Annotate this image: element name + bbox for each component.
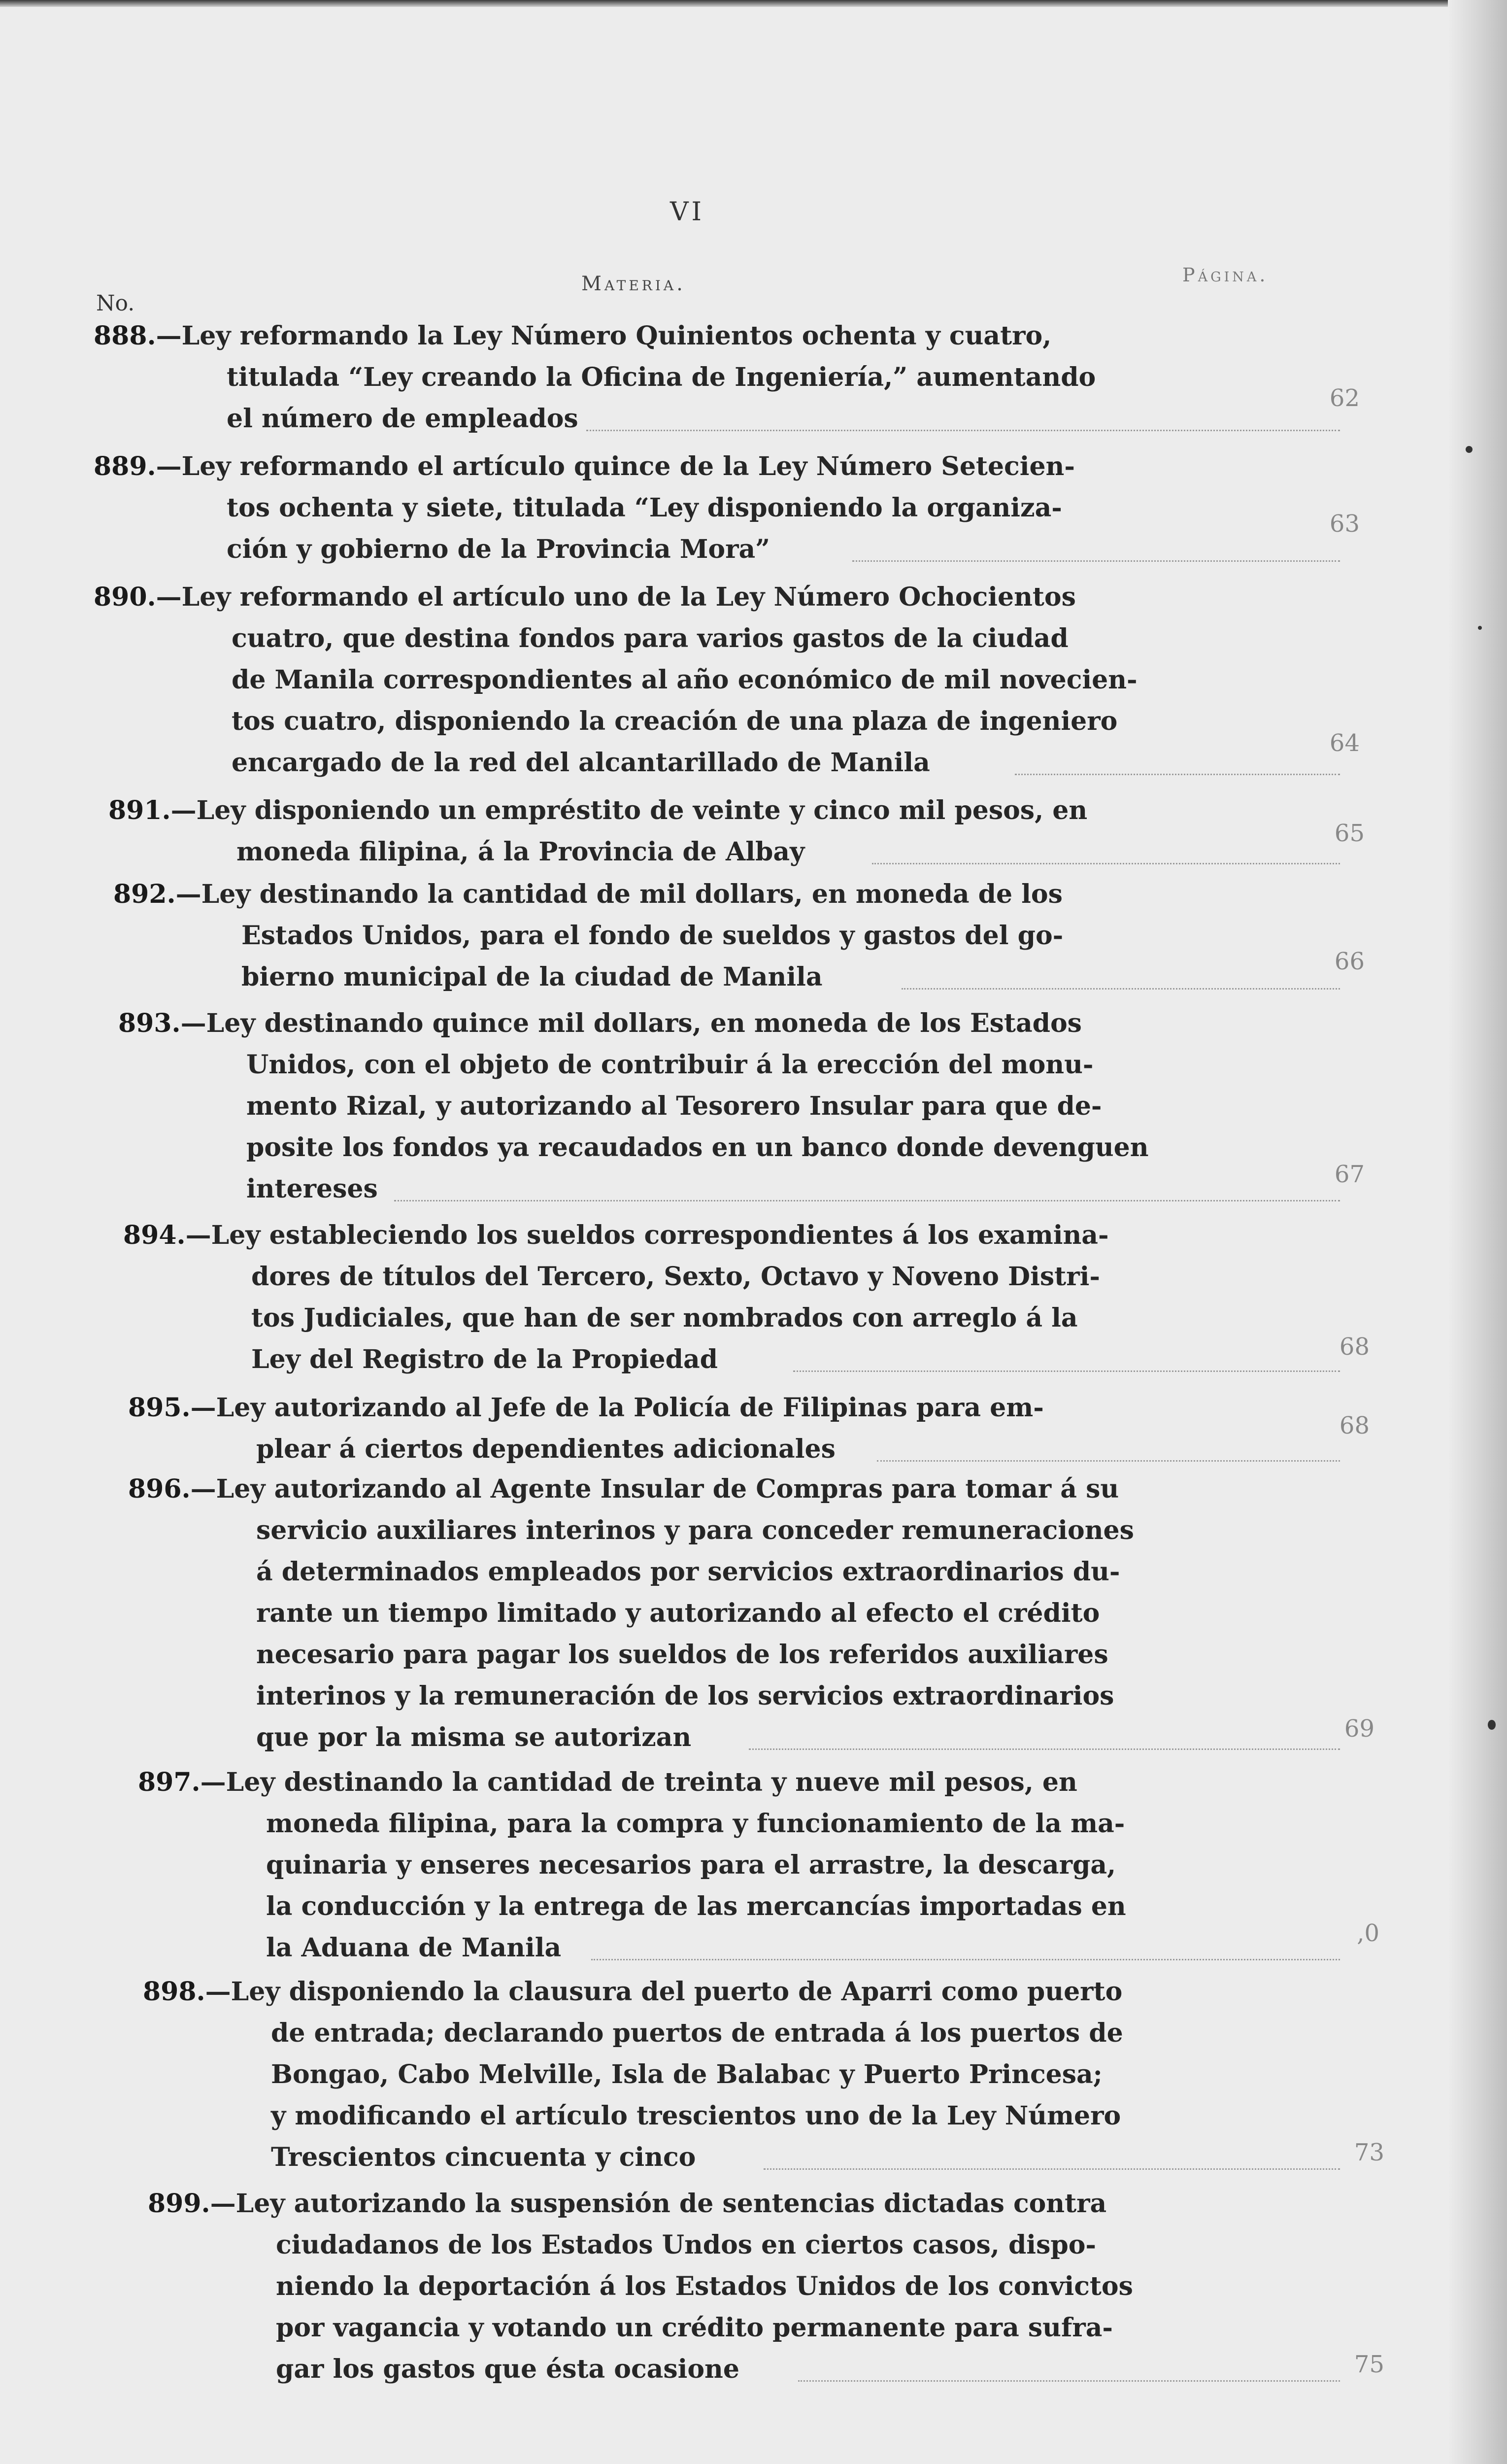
entry-text-line: —Ley autorizando la suspensión de sentencias dictadas contra [210,2189,1107,2219]
scan-speck [1466,446,1473,453]
entry-text-line: —Ley autorizando al Jefe de la Policía de Filipinas para em- [190,1393,1044,1423]
entry-text-line: —Ley destinando quince mil dollars, en moneda de los Estados [180,1008,1082,1038]
entry-text-line: posite los fondos ya recaudados en un banco donde devenguen [246,1132,1149,1163]
entry-text-line: —Ley reformando el artículo uno de la Ley Número Ochocientos [156,582,1076,612]
page-reference: 69 [1344,1715,1374,1743]
entry-number: 897. [138,1767,201,1797]
leader-dots [872,863,1340,864]
entry-text-line: Bongao, Cabo Melville, Isla de Balabac y Puerto Princesa; [271,2059,1103,2089]
entry-text-line: plear á ciertos dependientes adicionales [256,1434,836,1464]
leader-dots [764,2168,1340,2170]
entry-text-line: cuatro, que destina fondos para varios gastos de la ciudad [232,623,1069,653]
page-reference: ,0 [1357,1919,1379,1947]
entry-text-line: rante un tiempo limitado y autorizando al efecto el crédito [256,1598,1100,1628]
page-number: VI [670,197,705,227]
entry-text-line: moneda filipina, para la compra y funcionamiento de la ma- [266,1809,1125,1839]
leader-dots [591,1959,1340,1960]
entry-text-line: —Ley destinando la cantidad de mil dollars, en moneda de los [175,879,1063,909]
entry-number: 889. [94,451,156,481]
entry-number: 895. [128,1393,191,1423]
entry-text-line: —Ley autorizando al Agente Insular de Compras para tomar á su [190,1474,1119,1504]
leader-dots [877,1460,1340,1462]
entry-number: 893. [118,1008,181,1038]
column-header-number: No. [96,291,135,316]
page-reference: 66 [1334,948,1365,975]
entry-number: 896. [128,1474,191,1504]
entry-text-line: Trescientos cincuenta y cinco [271,2142,696,2172]
page-reference: 64 [1329,729,1360,757]
page-reference: 68 [1339,1412,1370,1439]
entry-text-line: ciudadanos de los Estados Undos en ciertos casos, dispo- [276,2230,1096,2260]
entry-text-line: de Manila correspondientes al año económico de mil novecien- [232,665,1138,695]
entry-text-line: y modificando el artículo trescientos uno de la Ley Número [271,2101,1121,2131]
page-reference: 67 [1334,1161,1365,1188]
entry-number: 888. [94,321,156,351]
table-of-contents-list [94,315,1384,2434]
entry-text-line: —Ley disponiendo un empréstito de veinte y cinco mil pesos, en [170,795,1088,825]
entry-text-line: Ley del Registro de la Propiedad [251,1344,718,1374]
entry-text-line: encargado de la red del alcantarillado de Manila [232,748,930,778]
entry-number: 894. [123,1220,186,1250]
entry-text-line: gar los gastos que ésta ocasione [276,2354,739,2384]
entry-text-line: niendo la deportación á los Estados Unidos de los convictos [276,2271,1133,2301]
entry-text-line: tos Judiciales, que han de ser nombrados con arreglo á la [251,1303,1078,1333]
entry-number: 890. [94,582,156,612]
entry-text-line: bierno municipal de la ciudad de Manila [241,962,823,992]
column-header-pagina: Página. [1182,264,1269,286]
entry-text-line: necesario para pagar los sueldos de los referidos auxiliares [256,1640,1108,1670]
entry-text-line: —Ley reformando el artículo quince de la Ley Número Setecien- [156,451,1075,481]
entry-text-line: interinos y la remuneración de los servicios extraordinarios [256,1681,1114,1711]
entry-text-line: quinaria y enseres necesarios para el arrastre, la descarga, [266,1850,1116,1880]
entry-text-line: á determinados empleados por servicios extraordinarios du- [256,1557,1120,1587]
column-header-materia: Materia. [581,273,686,295]
entry-text-line: servicio auxiliares interinos y para conceder remuneraciones [256,1515,1134,1545]
leader-dots [902,988,1340,990]
page-reference: 62 [1329,384,1360,412]
entry-number: 898. [143,1977,205,2007]
entry-text-line: —Ley reformando la Ley Número Quinientos ochenta y cuatro, [156,321,1052,351]
leader-dots [798,2380,1340,2382]
entry-text-line: ción y gobierno de la Provincia Mora” [227,534,770,564]
leader-dots [793,1370,1340,1372]
page-reference: 73 [1354,2139,1384,2166]
entry-text-line: de entrada; declarando puertos de entrada á los puertos de [271,2018,1123,2048]
entry-text-line: —Ley estableciendo los sueldos correspondientes á los examina- [185,1220,1109,1250]
entry-text-line: el número de empleados [227,404,578,434]
entry-number: 891. [108,795,171,825]
entry-text-line: mento Rizal, y autorizando al Tesorero Insular para que de- [246,1091,1102,1121]
entry-text-line: que por la misma se autorizan [256,1722,692,1752]
entry-number: 892. [113,879,176,909]
leader-dots [749,1748,1340,1750]
entry-text-line: —Ley destinando la cantidad de treinta y nueve mil pesos, en [200,1767,1077,1797]
entry-text-line: tos ochenta y siete, titulada “Ley disponiendo la organiza- [227,493,1062,523]
entry-number: 899. [148,2189,210,2219]
entry-text-line: la Aduana de Manila [266,1933,562,1963]
entry-text-line: intereses [246,1174,378,1204]
entry-text-line: dores de títulos del Tercero, Sexto, Octavo y Noveno Distri- [251,1262,1100,1292]
entry-text-line: la conducción y la entrega de las mercancías importadas en [266,1891,1126,1921]
leader-dots [852,560,1340,562]
leader-dots [1015,774,1340,775]
leader-dots [586,430,1340,431]
entry-text-line: titulada “Ley creando la Oficina de Ingeniería,” aumentando [227,362,1096,392]
page-reference: 63 [1329,510,1360,538]
entry-text-line: Unidos, con el objeto de contribuir á la erección del monu- [246,1050,1094,1080]
leader-dots [394,1200,1340,1201]
scan-top-edge [0,0,1507,7]
page-reference: 65 [1334,820,1365,847]
entry-text-line: moneda filipina, á la Provincia de Albay [236,837,805,867]
scan-right-edge [1448,0,1507,2464]
page-reference: 75 [1354,2351,1384,2378]
entry-text-line: tos cuatro, disponiendo la creación de una plaza de ingeniero [232,706,1118,736]
entry-text-line: Estados Unidos, para el fondo de sueldos y gastos del go- [241,921,1064,951]
scan-speck [1478,626,1482,630]
entry-text-line: por vagancia y votando un crédito permanente para sufra- [276,2313,1113,2343]
scan-speck [1488,1720,1496,1730]
page-reference: 68 [1339,1333,1370,1361]
entry-text-line: —Ley disponiendo la clausura del puerto de Aparri como puerto [205,1977,1123,2007]
